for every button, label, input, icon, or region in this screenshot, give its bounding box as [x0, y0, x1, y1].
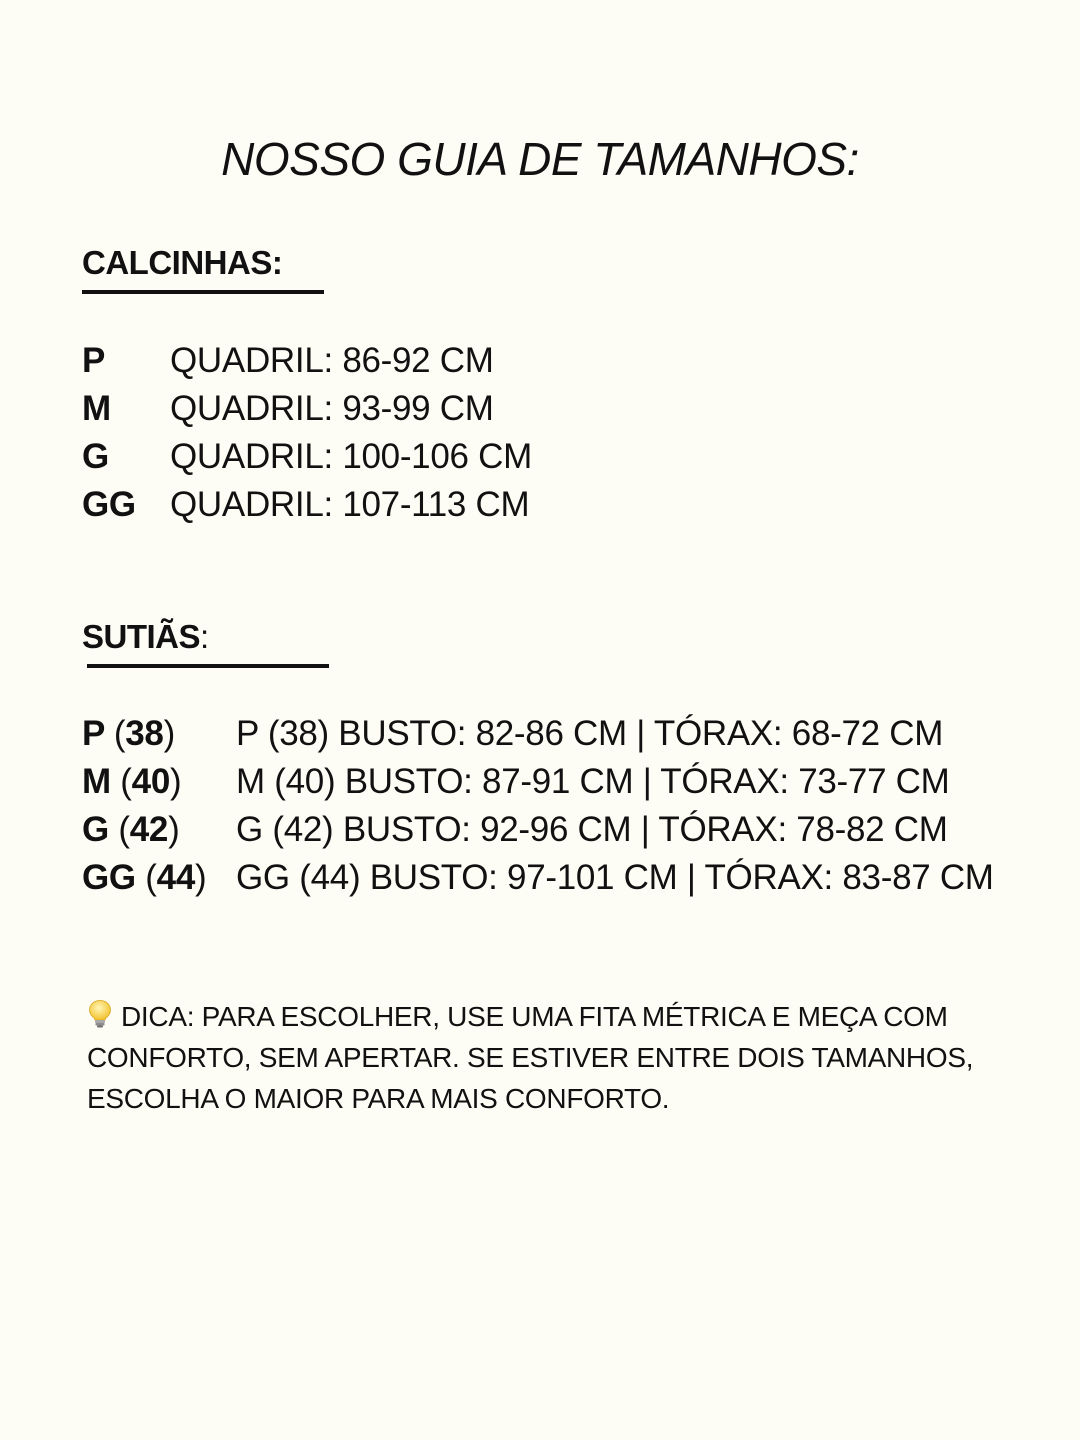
measurement-text: M (40) BUSTO: 87-91 CM | TÓRAX: 73-77 CM	[236, 762, 950, 801]
measurement-text: GG (44) BUSTO: 97-101 CM | TÓRAX: 83-87 CM	[236, 858, 994, 897]
calcinhas-heading-label: CALCINHAS:	[82, 244, 283, 281]
size-label: M	[82, 389, 111, 428]
size-label	[82, 854, 206, 902]
paren-close: )	[195, 858, 207, 897]
size-number: 38	[125, 714, 164, 753]
measurement-text: QUADRIL: 93-99 CM	[170, 389, 494, 428]
size-number: 42	[129, 810, 169, 849]
tip-text: DICA: PARA ESCOLHER, USE UMA FITA MÉTRICA E MEÇA COM CONFORTO, SEM APERTAR. SE ESTIVER ENTRE DOIS TAMANHOS, ESCOLHA O MAIOR PARA MAIS CONFORTO.	[87, 1001, 974, 1114]
size-label	[82, 710, 175, 758]
calcinhas-heading	[82, 244, 282, 282]
size-letter: GG	[82, 858, 136, 897]
size-label: P	[82, 341, 106, 380]
size-number: 44	[156, 858, 195, 897]
measurement-text: P (38) BUSTO: 82-86 CM | TÓRAX: 68-72 CM	[236, 714, 944, 753]
paren-close: )	[168, 810, 180, 849]
sutias-heading	[82, 618, 209, 656]
paren-open: (	[145, 858, 157, 897]
page-title: NOSSO GUIA DE TAMANHOS:	[221, 133, 859, 185]
measurement-text: QUADRIL: 86-92 CM	[170, 341, 494, 380]
lightbulb-icon	[87, 999, 113, 1029]
size-label: GG	[82, 485, 136, 524]
tip-paragraph	[87, 996, 1017, 1119]
paren-open: (	[120, 762, 132, 801]
paren-open: (	[118, 810, 130, 849]
paren-open: (	[113, 714, 126, 753]
measurement-text: QUADRIL: 107-113 CM	[170, 485, 530, 524]
sutias-heading-colon: :	[200, 618, 209, 655]
size-letter: M	[82, 762, 111, 801]
measurement-text: QUADRIL: 100-106 CM	[170, 437, 532, 476]
sutias-underline	[87, 664, 329, 668]
sutias-heading-label: SUTIÃS	[82, 618, 201, 655]
paren-close: )	[170, 762, 182, 801]
calcinhas-underline	[82, 290, 324, 294]
size-label	[82, 758, 181, 806]
size-label: G	[82, 437, 109, 476]
size-letter: P	[82, 714, 105, 753]
paren-close: )	[163, 714, 175, 753]
size-number: 40	[131, 762, 170, 801]
measurement-text: G (42) BUSTO: 92-96 CM | TÓRAX: 78-82 CM	[236, 810, 948, 849]
size-letter: G	[82, 810, 109, 849]
size-label	[82, 806, 179, 854]
